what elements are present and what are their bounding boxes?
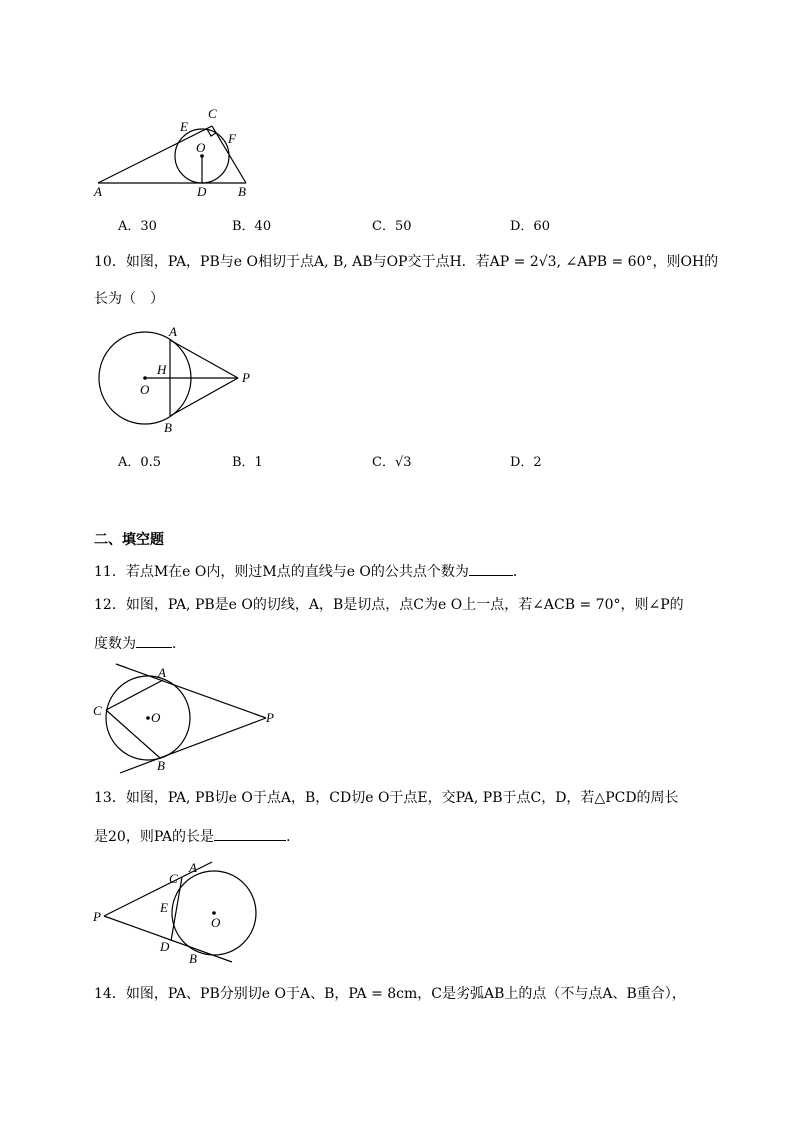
- q10-option-d: D．2: [510, 455, 542, 470]
- q13-question-line2: [94, 826, 300, 846]
- q9-label-o: O: [196, 140, 206, 155]
- q9-figure: [88, 100, 268, 200]
- q13-label-b: B: [189, 951, 197, 966]
- q9-option-a: A．30: [118, 219, 157, 234]
- q13-label-e: E: [160, 900, 168, 915]
- q12-label-c: C: [93, 703, 102, 718]
- q10-option-c: C．√3: [372, 455, 412, 470]
- q9-option-d: D．60: [510, 219, 550, 234]
- q13-label-a: A: [189, 860, 197, 875]
- q12-label-b: B: [157, 758, 165, 773]
- q12-label-a: A: [158, 665, 166, 680]
- q11-text-end: ．: [512, 564, 527, 580]
- q13-question-line1: 13．如图，PA, PB切e O于点A，B，CD切e O于点E，交PA, PB于点C，D，若△PCD的周长: [94, 790, 679, 806]
- q10-question-line2: 长为（ ）: [94, 291, 164, 307]
- q9-option-b: B．40: [232, 219, 272, 234]
- q12-label-p: P: [266, 710, 274, 725]
- q10-label-b: B: [164, 420, 172, 435]
- q10-label-o: O: [140, 382, 150, 397]
- q11-question: [94, 561, 527, 581]
- q14-question-line1: 14．如图，PA、PB分别切e O于A、B，PA = 8cm，C是劣弧AB上的点（不与点A、B重合），: [94, 986, 686, 1002]
- q10-option-a: A．0.5: [118, 455, 162, 470]
- q9-label-b: B: [238, 184, 246, 199]
- q12-question-line1: 12．如图，PA, PB是e O的切线，A，B是切点，点C为e O上一点，若∠ACB = 70°，则∠P的: [94, 597, 684, 613]
- q13-label-c: C: [169, 871, 178, 886]
- q13-answer-blank[interactable]: [214, 826, 286, 841]
- q12-figure: [88, 658, 283, 778]
- q9-label-e: E: [180, 119, 188, 134]
- q13-text: 是20，则PA的长是: [94, 829, 215, 845]
- q11-answer-blank[interactable]: [469, 561, 513, 576]
- q9-option-c: C．50: [372, 219, 412, 234]
- q10-question-line1: 10．如图，PA，PB与e O相切于点A, B, AB与OP交于点H．若AP = 2√3, ∠APB = 60°，则OH的: [94, 254, 719, 270]
- q10-option-b: B．1: [232, 455, 263, 470]
- q12-text: 度数为: [94, 636, 136, 652]
- q13-label-o: O: [211, 915, 221, 930]
- q12-label-o: O: [151, 710, 161, 725]
- q13-label-p: P: [93, 909, 101, 924]
- q12-text-end: ．: [172, 636, 186, 652]
- q13-label-d: D: [160, 939, 170, 954]
- q10-label-p: P: [242, 370, 250, 385]
- q9-label-f: F: [228, 131, 236, 146]
- q11-text: 11．若点M在e O内，则过M点的直线与e O的公共点个数为: [94, 564, 469, 580]
- q10-label-h: H: [157, 362, 167, 377]
- q12-question-line2: [94, 633, 186, 653]
- q9-label-a: A: [94, 184, 102, 199]
- q10-figure: [90, 318, 260, 438]
- q13-text-end: ．: [286, 829, 301, 845]
- q12-answer-blank[interactable]: [136, 633, 172, 648]
- section-title: 二、填空题: [94, 532, 164, 548]
- q10-label-a: A: [169, 324, 177, 339]
- q13-figure: [88, 855, 268, 970]
- q9-label-d: D: [197, 184, 207, 199]
- q9-label-c: C: [208, 106, 217, 121]
